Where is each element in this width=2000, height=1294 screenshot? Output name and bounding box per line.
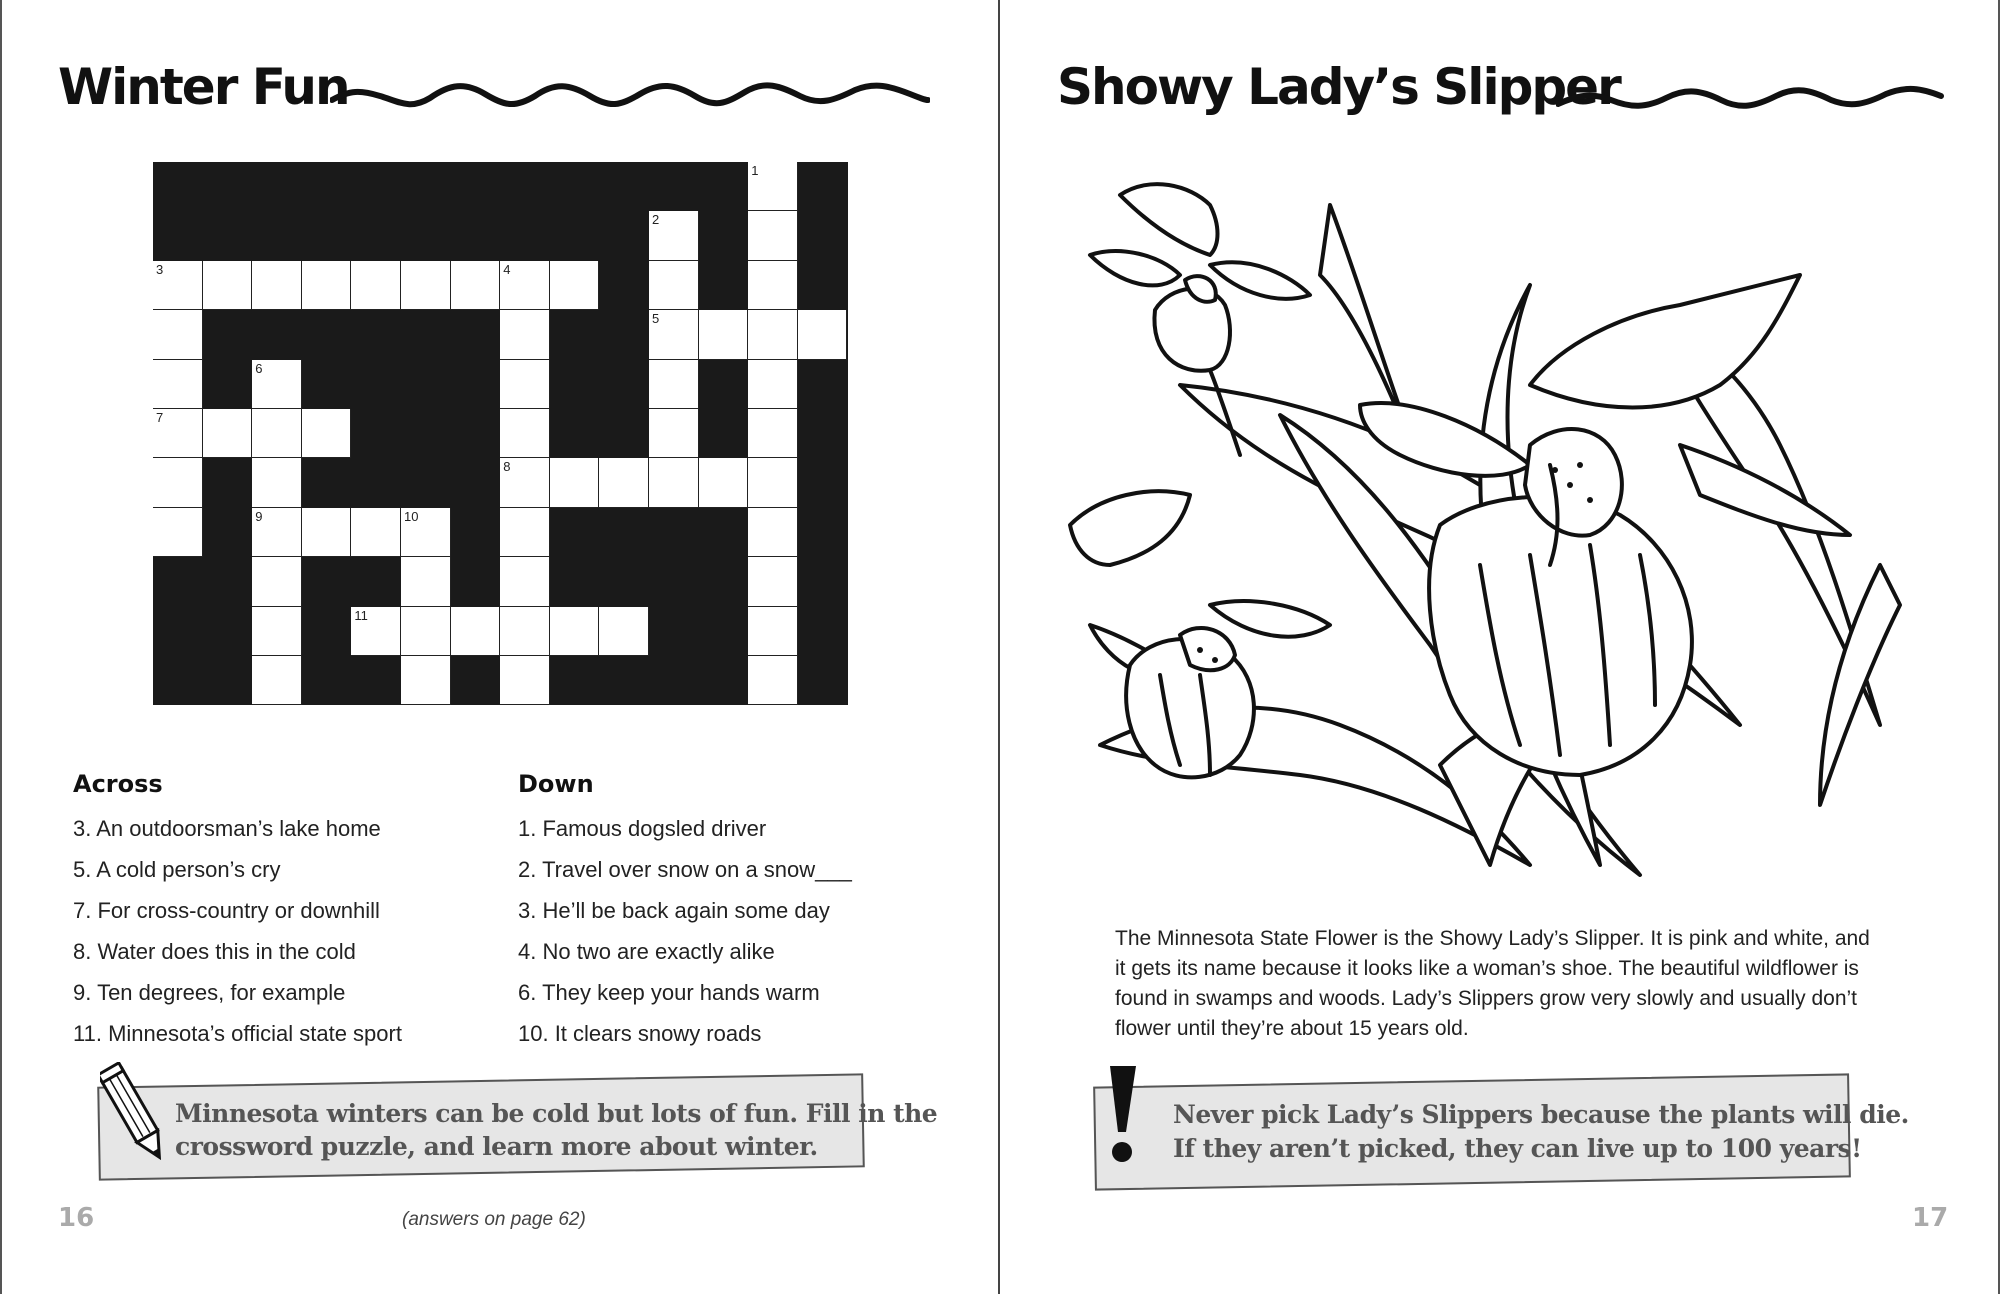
lady-slipper-flower-illustration xyxy=(1060,165,1940,885)
crossword-clue-number: 1 xyxy=(751,163,759,178)
page-number: 16 xyxy=(58,1203,95,1233)
crossword-cell[interactable] xyxy=(748,211,798,260)
crossword-cell[interactable] xyxy=(550,607,600,656)
crossword-cell[interactable] xyxy=(748,607,798,656)
crossword-cell[interactable] xyxy=(649,261,699,310)
note-line-2: If they aren’t picked, they can live up to 100 years! xyxy=(1173,1134,1862,1163)
crossword-cell[interactable] xyxy=(748,409,798,458)
right-page xyxy=(1000,0,2000,1294)
down-clue: 1. Famous dogsled driver xyxy=(518,816,767,841)
note-line-1: Minnesota winters can be cold but lots of fun. Fill in the xyxy=(175,1099,938,1128)
crossword-clue-number: 8 xyxy=(503,459,511,475)
crossword-cell[interactable] xyxy=(748,261,798,310)
title-squiggle-decoration xyxy=(330,70,930,120)
crossword-cell[interactable] xyxy=(748,557,798,606)
description-line: flower until they’re about 15 years old. xyxy=(1115,1017,1469,1040)
crossword-cell[interactable] xyxy=(748,458,798,507)
crossword-cell[interactable] xyxy=(748,508,798,557)
exclamation-icon xyxy=(1100,1062,1150,1172)
title-squiggle-decoration xyxy=(1556,76,1946,116)
note-line-1: Never pick Lady’s Slippers because the plants will die. xyxy=(1173,1100,1909,1129)
crossword-cell[interactable] xyxy=(748,656,798,705)
page-number: 17 xyxy=(1912,1203,1949,1233)
crossword-cell[interactable] xyxy=(500,656,550,705)
crossword-cell[interactable] xyxy=(252,360,302,409)
crossword-cell[interactable] xyxy=(401,508,451,557)
pencil-icon xyxy=(100,1062,170,1172)
crossword-cell[interactable] xyxy=(649,211,699,260)
crossword-cell[interactable] xyxy=(748,310,798,359)
crossword-cell[interactable] xyxy=(748,360,798,409)
crossword-cell[interactable] xyxy=(153,508,203,557)
description-line: it gets its name because it looks like a woman’s shoe. The beautiful wildflower is xyxy=(1115,957,1859,980)
crossword-cell[interactable] xyxy=(252,557,302,606)
crossword-clue-number: 6 xyxy=(255,360,263,376)
crossword-clue-number: 9 xyxy=(255,508,263,524)
description-line: found in swamps and woods. Lady’s Slippers grow very slowly and usually don’t xyxy=(1115,987,1858,1010)
crossword-cell[interactable] xyxy=(699,310,749,359)
crossword-cell[interactable] xyxy=(500,310,550,359)
crossword-cell[interactable] xyxy=(500,508,550,557)
page-title-lady-slipper: Showy Lady’s Slipper xyxy=(1057,58,1620,116)
note-line-2: crossword puzzle, and learn more about winter. xyxy=(175,1132,818,1161)
down-clue: 6. They keep your hands warm xyxy=(518,980,820,1005)
crossword-cell[interactable] xyxy=(500,409,550,458)
crossword-cell[interactable] xyxy=(649,409,699,458)
crossword-cell[interactable] xyxy=(500,360,550,409)
crossword-cell[interactable] xyxy=(550,261,600,310)
down-heading: Down xyxy=(518,770,594,798)
crossword-cell[interactable] xyxy=(252,409,302,458)
crossword-cell[interactable] xyxy=(401,557,451,606)
down-clue: 2. Travel over snow on a snow___ xyxy=(518,857,852,882)
crossword-clue-number: 2 xyxy=(652,212,660,228)
crossword-cell[interactable] xyxy=(401,607,451,656)
crossword-cell[interactable] xyxy=(550,458,600,507)
crossword-cell[interactable] xyxy=(649,458,699,507)
crossword-cell[interactable] xyxy=(351,261,401,310)
crossword-cell[interactable] xyxy=(500,557,550,606)
crossword-cell[interactable] xyxy=(500,261,550,310)
crossword-cell[interactable] xyxy=(252,656,302,705)
crossword-cell[interactable] xyxy=(153,360,203,409)
crossword-cell[interactable] xyxy=(153,310,203,359)
crossword-clue-number: 11 xyxy=(354,607,368,623)
crossword-cell[interactable] xyxy=(401,261,451,310)
down-clue: 4. No two are exactly alike xyxy=(518,939,775,964)
crossword-cell[interactable] xyxy=(500,458,550,507)
crossword-cell[interactable] xyxy=(500,607,550,656)
crossword-cell[interactable] xyxy=(302,409,352,458)
crossword-clue-number: 4 xyxy=(503,261,511,277)
crossword-cell[interactable] xyxy=(252,261,302,310)
down-clue: 10. It clears snowy roads xyxy=(518,1021,762,1046)
crossword-clue-number: 7 xyxy=(156,410,164,425)
description-line: The Minnesota State Flower is the Showy Lady’s Slipper. It is pink and white, and xyxy=(1115,927,1870,950)
across-heading: Across xyxy=(73,770,163,798)
crossword-cell[interactable] xyxy=(153,409,203,458)
crossword-cell[interactable] xyxy=(252,458,302,507)
crossword-cell[interactable] xyxy=(451,261,501,310)
crossword-cell[interactable] xyxy=(153,458,203,507)
crossword-cell[interactable] xyxy=(451,607,501,656)
crossword-cell[interactable] xyxy=(599,607,649,656)
crossword-clue-number: 10 xyxy=(404,508,419,524)
crossword-cell[interactable] xyxy=(401,656,451,705)
page-edge-left xyxy=(0,0,2,1294)
crossword-cell[interactable] xyxy=(203,261,253,310)
across-clue: 11. Minnesota’s official state sport xyxy=(73,1021,402,1046)
crossword-cell[interactable] xyxy=(798,310,848,359)
crossword-cell[interactable] xyxy=(748,162,798,211)
crossword-cell[interactable] xyxy=(599,458,649,507)
crossword-cell[interactable] xyxy=(649,360,699,409)
crossword-cell[interactable] xyxy=(699,458,749,507)
crossword-clue-number: 5 xyxy=(652,311,660,327)
crossword-cell[interactable] xyxy=(302,261,352,310)
across-clue: 5. A cold person’s cry xyxy=(73,857,281,882)
crossword-grid xyxy=(153,162,848,705)
down-clue: 3. He’ll be back again some day xyxy=(518,898,830,923)
answers-note: (answers on page 62) xyxy=(402,1209,586,1230)
across-clue: 9. Ten degrees, for example xyxy=(73,980,346,1005)
across-clue: 7. For cross-country or downhill xyxy=(73,898,380,923)
crossword-cell[interactable] xyxy=(203,409,253,458)
crossword-cell[interactable] xyxy=(649,310,699,359)
crossword-cell[interactable] xyxy=(302,508,352,557)
crossword-cell[interactable] xyxy=(351,508,401,557)
crossword-cell[interactable] xyxy=(351,607,401,656)
crossword-cell[interactable] xyxy=(153,261,203,310)
across-clue: 3. An outdoorsman’s lake home xyxy=(73,816,381,841)
crossword-clue-number: 3 xyxy=(156,261,164,277)
crossword-cell[interactable] xyxy=(252,607,302,656)
crossword-cell[interactable] xyxy=(252,508,302,557)
across-clue: 8. Water does this in the cold xyxy=(73,939,356,964)
page-title-winter-fun: Winter Fun xyxy=(58,58,349,116)
